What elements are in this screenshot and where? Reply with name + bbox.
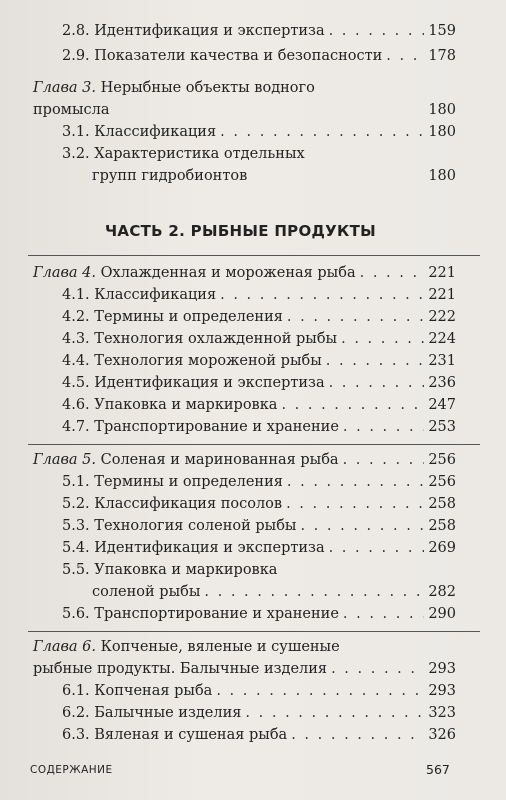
chapter-page: 180: [428, 102, 456, 118]
toc-entry-page: 247: [428, 397, 456, 413]
toc-entry-page: 222: [428, 309, 456, 325]
toc-entry: [62, 682, 456, 700]
dot-leader: [329, 374, 425, 392]
dot-leader: [343, 451, 425, 469]
toc-entry-page: 326: [428, 727, 456, 743]
toc-entry: [62, 374, 456, 392]
part-title: ЧАСТЬ 2. РЫБНЫЕ ПРОДУКТЫ: [105, 222, 376, 240]
dot-leader: [300, 517, 424, 535]
toc-entry: [62, 123, 456, 141]
dot-leader: [220, 123, 424, 141]
toc-entry: [62, 539, 456, 557]
chapter-heading-text: [33, 264, 356, 282]
divider: [28, 255, 480, 256]
toc-entry: [62, 517, 456, 535]
chapter-title: Копченые, вяленые и сушеные: [100, 639, 340, 655]
running-footer-section: СОДЕРЖАНИЕ: [30, 764, 113, 776]
toc-entry-label: 4.1. Классификация: [62, 287, 217, 303]
toc-entry-page: 221: [428, 287, 456, 303]
dot-leader: [245, 704, 424, 722]
toc-entry-label: 2.9. Показатели качества и безопасности: [62, 48, 383, 64]
dot-leader: [204, 583, 424, 601]
chapter-page: 221: [428, 265, 456, 281]
toc-entry-page: 290: [428, 606, 456, 622]
toc-entry-page: 258: [428, 518, 456, 534]
dot-leader: [386, 47, 424, 65]
toc-entry-page: 178: [428, 48, 456, 64]
chapter-heading: [33, 638, 340, 656]
dot-leader: [331, 660, 424, 678]
dot-leader: [329, 539, 425, 557]
dot-leader: [329, 22, 425, 40]
chapter-title: Соленая и маринованная рыба: [100, 452, 339, 468]
toc-entry-label: 6.3. Вяленая и сушеная рыба: [62, 727, 288, 743]
chapter-label: Глава 3.: [33, 80, 97, 96]
toc-entry-label: 4.6. Упаковка и маркировка: [62, 397, 278, 413]
toc-entry-label: 5.5. Упаковка и маркировка: [62, 562, 278, 578]
toc-entry-label: 5.1. Термины и определения: [62, 474, 283, 490]
toc-entry: [62, 352, 456, 370]
divider: [28, 444, 480, 445]
toc-entry-label: 4.2. Термины и определения: [62, 309, 283, 325]
toc-entry: [62, 308, 456, 326]
toc-entry-page: 180: [428, 124, 456, 140]
toc-entry: [62, 726, 456, 744]
chapter-title-continued: промысла: [33, 102, 110, 118]
chapter-title-continued: рыбные продукты. Балычные изделия: [33, 661, 328, 677]
toc-entry: [62, 418, 456, 436]
toc-entry: [62, 495, 456, 513]
toc-entry-page: 159: [428, 23, 456, 39]
toc-entry: [62, 473, 456, 491]
toc-entry: [62, 330, 456, 348]
divider: [28, 631, 480, 632]
toc-entry-label: 5.3. Технология соленой рыбы: [62, 518, 297, 534]
chapter-label: Глава 6.: [33, 639, 97, 655]
toc-entry-page: 236: [428, 375, 456, 391]
toc-entry-label: 4.4. Технология мороженой рыбы: [62, 353, 322, 369]
chapter-page: 293: [428, 661, 456, 677]
chapter-label: Глава 5.: [33, 452, 97, 468]
toc-entry-page: 323: [428, 705, 456, 721]
dot-leader: [287, 473, 424, 491]
toc-entry-label: 5.2. Классификация посолов: [62, 496, 283, 512]
chapter-heading-continued: [33, 101, 456, 119]
toc-entry-label-continued: групп гидробионтов: [92, 168, 248, 184]
page-number: 567: [426, 762, 450, 777]
toc-entry-label: 4.5. Идентификация и экспертиза: [62, 375, 325, 391]
chapter-heading: [33, 264, 456, 282]
dot-leader: [216, 682, 424, 700]
chapter-heading-continued: [33, 660, 456, 678]
toc-entry-label: 5.6. Транспортирование и хранение: [62, 606, 339, 622]
chapter-label: Глава 4.: [33, 265, 97, 281]
chapter-heading: [33, 79, 315, 97]
dot-leader: [341, 330, 424, 348]
toc-entry-label: 3.2. Характеристика отдельных: [62, 146, 305, 162]
toc-entry-page: 180: [428, 168, 456, 184]
toc-entry: [62, 704, 456, 722]
toc-entry: [62, 286, 456, 304]
dot-leader: [360, 264, 425, 282]
toc-entry-page: 282: [428, 584, 456, 600]
toc-entry-label-continued: соленой рыбы: [92, 584, 201, 600]
toc-entry: [62, 22, 456, 40]
dot-leader: [291, 726, 424, 744]
dot-leader: [326, 352, 425, 370]
toc-entry-label: 4.3. Технология охлажденной рыбы: [62, 331, 338, 347]
dot-leader: [343, 605, 424, 623]
toc-entry-label: 2.8. Идентификация и экспертиза: [62, 23, 325, 39]
toc-entry-label: 4.7. Транспортирование и хранение: [62, 419, 339, 435]
toc-entry-label: 3.1. Классификация: [62, 124, 217, 140]
dot-leader: [287, 308, 424, 326]
toc-entry-page: 256: [428, 474, 456, 490]
chapter-title: Охлажденная и мороженая рыба: [100, 265, 356, 281]
chapter-heading-text: [33, 451, 339, 469]
toc-entry-label: 6.2. Балычные изделия: [62, 705, 242, 721]
toc-entry-label: 6.1. Копченая рыба: [62, 683, 213, 699]
toc-entry-page: 253: [428, 419, 456, 435]
toc-entry-page: 258: [428, 496, 456, 512]
toc-entry: [62, 396, 456, 414]
chapter-heading: [33, 451, 456, 469]
dot-leader: [220, 286, 424, 304]
toc-entry-page: 231: [428, 353, 456, 369]
chapter-page: 256: [428, 452, 456, 468]
toc-entry-label: 5.4. Идентификация и экспертиза: [62, 540, 325, 556]
toc-entry-page: 224: [428, 331, 456, 347]
toc-entry: [92, 167, 456, 185]
toc-entry-page: 269: [428, 540, 456, 556]
toc-entry: [62, 605, 456, 623]
toc-entry-page: 293: [428, 683, 456, 699]
dot-leader: [286, 495, 424, 513]
chapter-title: Нерыбные объекты водного: [100, 80, 315, 96]
toc-entry: [92, 583, 456, 601]
toc-entry: [62, 47, 456, 65]
dot-leader: [343, 418, 424, 436]
dot-leader: [281, 396, 424, 414]
